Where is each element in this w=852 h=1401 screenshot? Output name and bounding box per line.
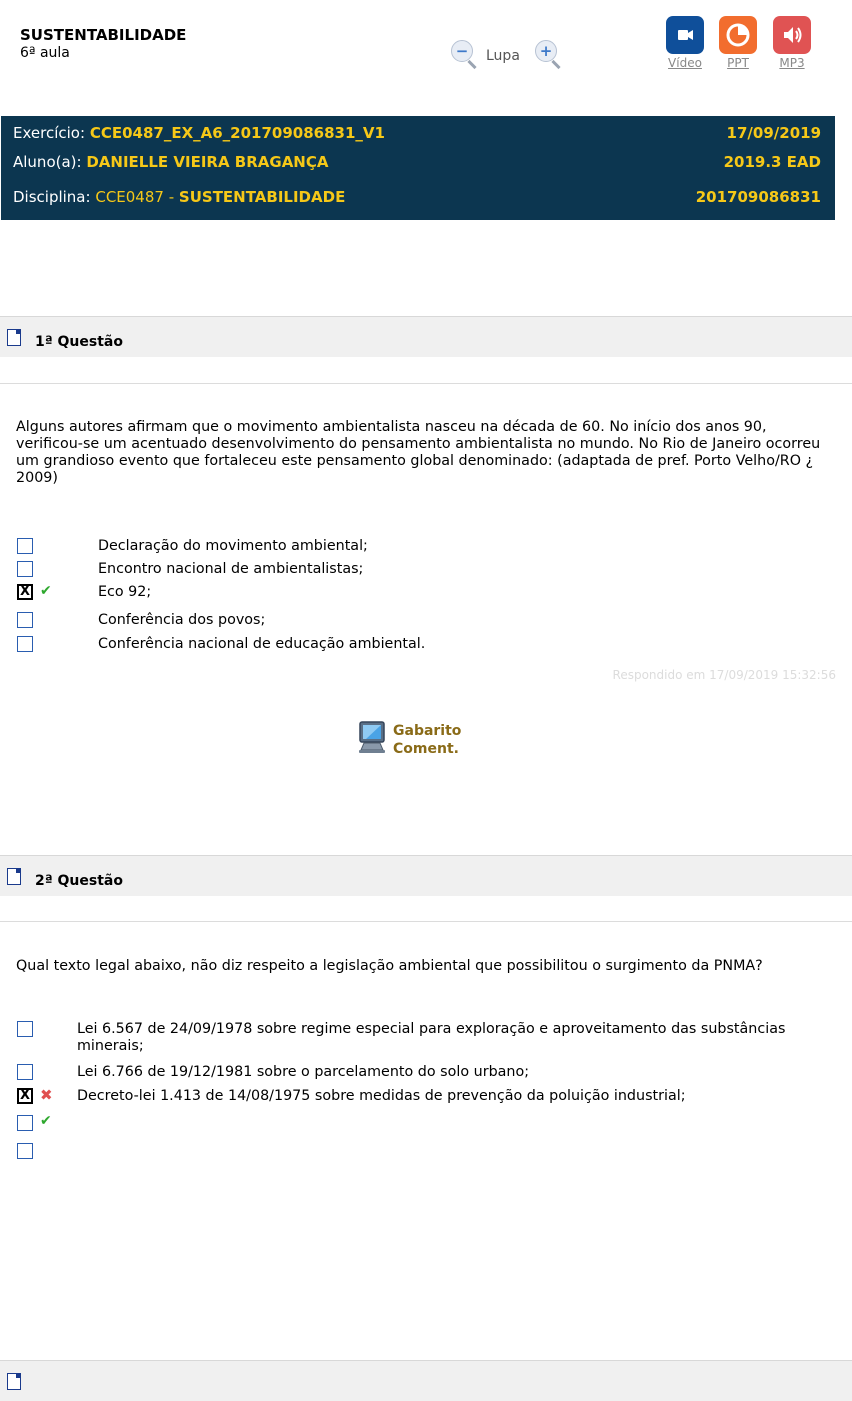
exercise-row — [13, 124, 385, 142]
zoom-in-handle — [551, 60, 560, 69]
option-checkbox[interactable] — [17, 612, 33, 628]
option-checkbox-selected[interactable] — [17, 584, 33, 600]
checked-mark: X — [19, 584, 31, 599]
gabarito-comment-link[interactable] — [393, 722, 461, 758]
video-button[interactable] — [666, 16, 704, 54]
option-checkbox[interactable] — [17, 1115, 33, 1131]
question-text: Qual texto legal abaixo, não diz respeito a legislação ambiental que possibilitou o surgimento da PNMA? — [16, 958, 763, 974]
mp3-link[interactable]: MP3 — [779, 56, 805, 70]
question-header — [0, 316, 852, 357]
option-checkbox[interactable] — [17, 1021, 33, 1037]
question-title: 2ª Questão — [35, 873, 123, 889]
option-checkbox[interactable] — [17, 1143, 33, 1159]
option-label: Conferência nacional de educação ambiental. — [98, 636, 426, 652]
option-label: Decreto-lei 1.413 de 14/08/1975 sobre medidas de prevenção da poluição industrial; — [77, 1088, 686, 1104]
option-checkbox[interactable] — [17, 1064, 33, 1080]
lesson-number: 6ª aula — [20, 45, 70, 61]
exercise-label: Exercício: — [13, 124, 86, 142]
ppt-link[interactable]: PPT — [727, 56, 749, 70]
option-checkbox-selected[interactable] — [17, 1088, 33, 1104]
option-label: Lei 6.567 de 24/09/1978 sobre regime especial para exploração e aproveitamento das substâncias minerais; — [77, 1021, 786, 1054]
discipline-name: SUSTENTABILIDADE — [178, 188, 346, 206]
document-icon — [7, 329, 21, 346]
exercise-code: CCE0487_EX_A6_201709086831_V1 — [89, 124, 385, 142]
student-name: DANIELLE VIEIRA BRAGANÇA — [86, 153, 329, 171]
ppt-button[interactable] — [719, 16, 757, 54]
option-checkbox[interactable] — [17, 561, 33, 577]
correct-check-icon: ✔ — [40, 583, 52, 599]
zoom-out-icon[interactable]: − — [451, 40, 473, 62]
zoom-in-icon[interactable]: + — [535, 40, 557, 62]
presentation-icon — [719, 16, 757, 54]
option-label: Conferência dos povos; — [98, 612, 266, 628]
discipline-code: CCE0487 - — [95, 188, 175, 206]
option-label: Encontro nacional de ambientalistas; — [98, 561, 364, 577]
mp3-button[interactable] — [773, 16, 811, 54]
question-text: Alguns autores afirmam que o movimento ambientalista nasceu na década de 60. No início dos anos 90, verificou-se um acentuado desenvolvimento do pensamento ambientalista no mundo. No Rio de Janeiro ocorreu um grandioso evento que fortaleceu este pensamento global denominado: (adaptada de pref. Porto Velho/RO ¿ 2009) — [16, 419, 821, 486]
discipline-label: Disciplina: — [13, 188, 91, 206]
monitor-comment-icon[interactable] — [356, 719, 388, 755]
speaker-icon — [773, 16, 811, 54]
discipline-row — [13, 188, 345, 206]
document-icon — [7, 1373, 21, 1390]
question-header — [0, 855, 852, 896]
question-title: 1ª Questão — [35, 334, 123, 350]
divider — [0, 921, 852, 922]
zoom-out-handle — [467, 60, 476, 69]
correct-check-icon: ✔ — [40, 1113, 52, 1129]
gabarito-line1: Gabarito — [393, 723, 462, 739]
exercise-date: 17/09/2019 — [726, 124, 821, 142]
student-label: Aluno(a): — [13, 153, 82, 171]
exercise-info-panel — [1, 116, 835, 220]
option-checkbox[interactable] — [17, 538, 33, 554]
course-title: SUSTENTABILIDADE — [20, 26, 187, 44]
video-camera-icon — [666, 16, 704, 54]
academic-period: 2019.3 EAD — [723, 153, 821, 171]
answered-timestamp: Respondido em 17/09/2019 15:32:56 — [612, 668, 836, 682]
wrong-x-icon: ✖ — [40, 1086, 53, 1104]
student-id: 201709086831 — [695, 188, 821, 206]
zoom-label: Lupa — [486, 48, 520, 64]
option-checkbox[interactable] — [17, 636, 33, 652]
option-label: Lei 6.766 de 19/12/1981 sobre o parcelamento do solo urbano; — [77, 1064, 530, 1080]
checked-mark: X — [19, 1088, 31, 1103]
divider — [0, 383, 852, 384]
question-header — [0, 1360, 852, 1401]
video-link[interactable]: Vídeo — [668, 56, 702, 70]
option-label: Eco 92; — [98, 584, 152, 600]
gabarito-line2: Coment. — [393, 741, 459, 757]
document-icon — [7, 868, 21, 885]
option-label: Declaração do movimento ambiental; — [98, 538, 368, 554]
student-row — [13, 153, 328, 171]
